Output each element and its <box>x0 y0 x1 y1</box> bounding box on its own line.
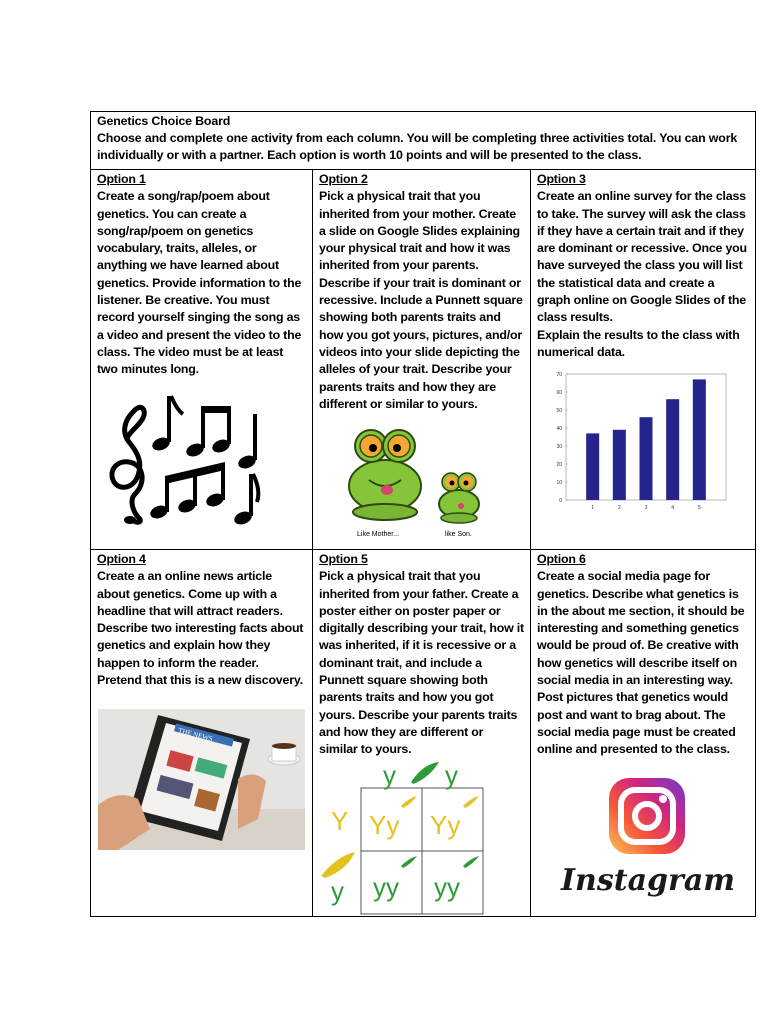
option-3-text: Create an online survey for the class to take. The survey will ask the class if they have a certain trait and if they are dominant or recessive. Once you have surveyed the class you will list the statistical data and create a graph online on Google Slides of the class results. <box>537 189 747 325</box>
option-5-title: Option 5 <box>319 552 368 566</box>
news-headline: THE NEWS <box>177 726 214 744</box>
choice-board <box>90 111 756 917</box>
option-1-text: Create a song/rap/poem about genetics. You can create a song/rap/poem on genetics vocabulary, traits, alleles, or anything we have learned about genetics. Provide information to the listener. Be creative. You must record yourself singing the song as a video and present the video to the class. The video must be at least two minutes long. <box>97 189 302 377</box>
chart-bar <box>586 433 599 500</box>
chart-y-tick-label: 60 <box>556 390 562 396</box>
punnett-top-allele: y <box>445 760 458 790</box>
board-title: Genetics Choice Board <box>97 114 231 128</box>
frog-caption-left: Like Mother... <box>357 531 400 538</box>
punnett-cell: Yy <box>430 810 461 840</box>
chart-x-tick-label: 2 <box>617 505 621 511</box>
option-6-title: Option 6 <box>537 552 586 566</box>
chart-bar <box>693 379 706 500</box>
chart-y-tick-label: 20 <box>556 462 562 468</box>
chart-x-tick-label: 5 <box>697 505 701 511</box>
option-3-title: Option 3 <box>537 172 586 186</box>
option-5-text: Pick a physical trait that you inherited from your father. Create a poster either on poster paper or digitally describing your trait, how it was inherited, if it is recessive or a dominant trait, and include a Punnett square showing both parents traits and how you got yours. Describe your parents traits and how they are different or similar to yours. <box>319 569 524 757</box>
chart-y-tick-label: 40 <box>556 426 562 432</box>
chart-y-tick-label: 50 <box>556 408 562 414</box>
punnett-square <box>317 760 485 916</box>
option-2-text: Pick a physical trait that you inherited from your mother. Create a slide on Google Slides explaining your physical trait and how it was inherited from your parents. Describe if your trait is dominant or recessive. Include a Punnett square showing both parents traits and how you got yours, pictures, and/or videos into your slide depicting the alleles of your trait. Describe your parents traits and how they are different or similar to yours. <box>319 189 523 411</box>
option-2-title: Option 2 <box>319 172 368 186</box>
option-6-text: Create a social media page for genetics. Describe what genetics is in the about me section, it should be interesting and something genetics would be proud of. Be creative with how genetics will describe itself on social media in an interesting way. Post pictures that genetics would post and want to brag about. The social media page must be created online and presented to the class. <box>537 569 745 757</box>
punnett-side-allele: y <box>331 876 344 906</box>
option-1-title: Option 1 <box>97 172 146 186</box>
punnett-cell: yy <box>434 872 460 902</box>
board-header <box>91 112 755 170</box>
punnett-side-allele: Y <box>331 806 349 836</box>
punnett-top-allele: y <box>383 760 396 790</box>
option-4-title: Option 4 <box>97 552 146 566</box>
chart-y-tick-label: 30 <box>556 444 562 450</box>
frogs-illustration <box>335 424 485 540</box>
option-4-text: Create a an online news article about genetics. Come up with a headline that will attract readers. Describe two interesting facts about genetics and explain how they happen to inform the reader. Pretend that this is a new discovery. <box>97 569 304 688</box>
chart-y-tick-label: 0 <box>559 498 562 504</box>
board-instructions: Choose and complete one activity from each column. You will be completing three activities total. You can work individually or with a partner. Each option is worth 10 points and will be presented to the class. <box>97 131 738 162</box>
punnett-cell: Yy <box>369 810 400 840</box>
bar-chart <box>544 368 734 516</box>
instagram-wordmark: Instagram <box>561 863 735 898</box>
option-3-text-2: Explain the results to the class with numerical data. <box>537 327 740 359</box>
chart-x-tick-label: 4 <box>671 505 675 511</box>
tablet-news-image <box>98 709 305 850</box>
chart-x-tick-label: 1 <box>591 505 595 511</box>
music-notes-icon <box>103 392 263 526</box>
frog-caption-right: like Son. <box>445 531 472 538</box>
chart-bar <box>613 430 626 500</box>
chart-y-tick-label: 70 <box>556 372 562 378</box>
chart-bar <box>640 417 653 500</box>
punnett-cell: yy <box>373 872 399 902</box>
chart-x-tick-label: 3 <box>644 505 648 511</box>
instagram-logo <box>561 776 735 900</box>
chart-bar <box>666 399 679 500</box>
chart-y-tick-label: 10 <box>556 480 562 486</box>
